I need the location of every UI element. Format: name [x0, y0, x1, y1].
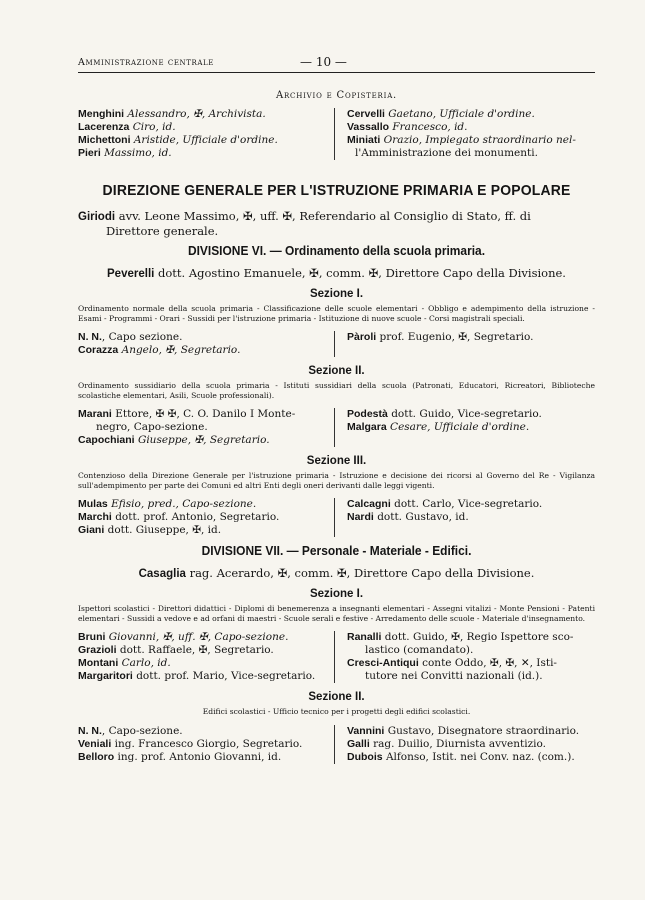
staff-entry: Ranalli dott. Guido, ✠, Regio Ispettore sco-	[347, 631, 574, 643]
staff-entry: Malgara Cesare, Ufficiale d'ordine.	[347, 421, 530, 433]
staff-entry: Montani Carlo, id.	[78, 657, 171, 669]
staff-entry-continuation: tutore nei Convitti nazionali (id.).	[365, 670, 543, 682]
div7-sezione-2-staff	[78, 725, 595, 764]
div6-sezione-3-description: Contenzioso della Direzione Generale per l'istruzione primaria - Istruzione e decisione dei ricorsi al Governo del Re - Vigilanza sull'adempimento per parte dei Comuni ed altri Enti degli oneri derivanti dalle leggi vigenti.	[78, 471, 595, 490]
staff-entry: Cresci-Antiqui conte Oddo, ✠, ✠, ✕, Isti-	[347, 657, 557, 669]
staff-entry: Pieri Massimo, id.	[78, 147, 172, 159]
page-number: — 10 —	[300, 55, 347, 69]
staff-entry: Vannini Gustavo, Disegnatore straordinario.	[347, 724, 580, 737]
div7-sezione-2-description: Edifici scolastici - Ufficio tecnico per i progetti degli edifici scolastici.	[202, 707, 471, 716]
div6-sezione-1-staff	[78, 331, 595, 357]
staff-entry: Nardi dott. Gustavo, id.	[347, 511, 469, 523]
staff-entry: Podestà dott. Guido, Vice-segretario.	[347, 408, 542, 420]
right-column	[334, 725, 595, 764]
staff-entry: Vassallo Francesco, id.	[347, 121, 468, 133]
staff-entry: Capochiani Giuseppe, ✠, Segretario.	[78, 434, 270, 446]
staff-entry: Bruni Giovanni, ✠, uff. ✠, Capo-sezione.	[78, 631, 289, 643]
left-column	[78, 725, 334, 764]
divisione-6-head: Peverelli dott. Agostino Emanuele, ✠, comm. ✠, Direttore Capo della Divisione.	[107, 266, 566, 280]
staff-entry: N. N., Capo sezione.	[78, 331, 183, 343]
left-column	[78, 408, 334, 447]
staff-entry: Cervelli Gaetano, Ufficiale d'ordine.	[347, 108, 535, 120]
div6-sezione-2-description: Ordinamento sussidiario della scuola primaria - Istituti sussidiari della scuola (Patronati, Educatori, Ricreatori, Biblioteche scolastiche elementari, Asili, Scuole professionali).	[78, 381, 595, 400]
divisione-6-title: DIVISIONE VI. — Ordinamento della scuola primaria.	[187, 243, 486, 258]
header-section-title: Amministrazione centrale	[78, 57, 215, 68]
div6-sezione-1-title: Sezione I.	[309, 288, 364, 300]
staff-entry: Michettoni Aristide, Ufficiale d'ordine.	[78, 134, 278, 146]
right-column	[334, 331, 595, 357]
staff-entry: Lacerenza Ciro, id.	[78, 121, 176, 133]
staff-entry: Marani Ettore, ✠ ✠, C. O. Danilo I Monte-	[78, 408, 296, 420]
div7-sezione-1-description: Ispettori scolastici - Direttori didattici - Diplomi di benemerenza a insegnanti elementari - Assegni vitalizi - Monte Pensioni - Patenti elementari - Sussidi a vedove e ad orfani di maestri - Scuole serali e festive - Arredamento delle scuole - Materiale d'insegnamento.	[78, 604, 595, 623]
div7-sezione-1-title: Sezione I.	[309, 588, 364, 600]
div6-sezione-3-title: Sezione III.	[306, 455, 367, 467]
archivio-staff	[78, 108, 595, 160]
staff-entry: Grazioli dott. Raffaele, ✠, Segretario.	[78, 644, 274, 656]
right-column	[334, 498, 595, 537]
staff-entry: Veniali ing. Francesco Giorgio, Segretario.	[78, 737, 303, 750]
staff-entry: Pàroli prof. Eugenio, ✠, Segretario.	[347, 331, 534, 343]
staff-entry: Corazza Angelo, ✠, Segretario.	[78, 344, 241, 356]
direzione-title: DIREZIONE GENERALE PER L'ISTRUZIONE PRIMARIA E POPOLARE	[102, 182, 571, 199]
staff-entry: Giani dott. Giuseppe, ✠, id.	[78, 524, 222, 536]
staff-entry: Belloro ing. prof. Antonio Giovanni, id.	[78, 750, 282, 763]
staff-entry: Miniati Orazio, Impiegato straordinario nel-	[347, 134, 576, 146]
staff-entry: Mulas Efisio, pred., Capo-sezione.	[78, 498, 257, 510]
staff-entry-continuation: l'Amministrazione dei monumenti.	[355, 147, 538, 159]
archivio-left-column	[78, 108, 334, 160]
staff-entry: Marchi dott. prof. Antonio, Segretario.	[78, 511, 280, 523]
left-column	[78, 498, 334, 537]
staff-entry: Margaritori dott. prof. Mario, Vice-segretario.	[78, 670, 316, 682]
staff-entry: Galli rag. Duilio, Diurnista avventizio.	[347, 737, 546, 750]
div6-sezione-1-description: Ordinamento normale della scuola primaria - Classificazione delle scuole elementari - Obbligo e adempimento della istruzione - Esami - Programmi - Orari - Sussidi per l'istruzione primaria - Istituzione di nuove scuole - Corsi magistrali speciali.	[78, 304, 595, 323]
archivio-title: Archivio e Copisteria.	[275, 90, 398, 101]
direttore-generale: Giriodi avv. Leone Massimo, ✠, uff. ✠, Referendario al Consiglio di Stato, ff. di Direttore generale.	[78, 209, 531, 238]
staff-entry-continuation: lastico (comandato).	[365, 644, 474, 656]
right-column	[334, 408, 595, 447]
archivio-right-column	[334, 108, 595, 160]
div7-sezione-1-staff	[78, 631, 595, 683]
left-column	[78, 331, 334, 357]
staff-entry: Dubois Alfonso, Istit. nei Conv. naz. (com.).	[347, 750, 575, 763]
divisione-7-title: DIVISIONE VII. — Personale - Materiale - Edifici.	[201, 543, 472, 558]
page-content	[78, 90, 595, 764]
div7-sezione-2-title: Sezione II.	[308, 691, 365, 703]
staff-entry-continuation: negro, Capo-sezione.	[96, 421, 208, 433]
div6-sezione-2-staff	[78, 408, 595, 447]
divisione-7-head: Casaglia rag. Acerardo, ✠, comm. ✠, Direttore Capo della Divisione.	[138, 566, 535, 580]
div6-sezione-2-title: Sezione II.	[308, 365, 365, 377]
staff-entry: Menghini Alessandro, ✠, Archivista.	[78, 108, 266, 120]
staff-entry: Calcagni dott. Carlo, Vice-segretario.	[347, 498, 543, 510]
staff-entry: N. N., Capo-sezione.	[78, 724, 183, 737]
running-header	[78, 56, 595, 73]
right-column	[334, 631, 595, 683]
left-column	[78, 631, 334, 683]
div6-sezione-3-staff	[78, 498, 595, 537]
